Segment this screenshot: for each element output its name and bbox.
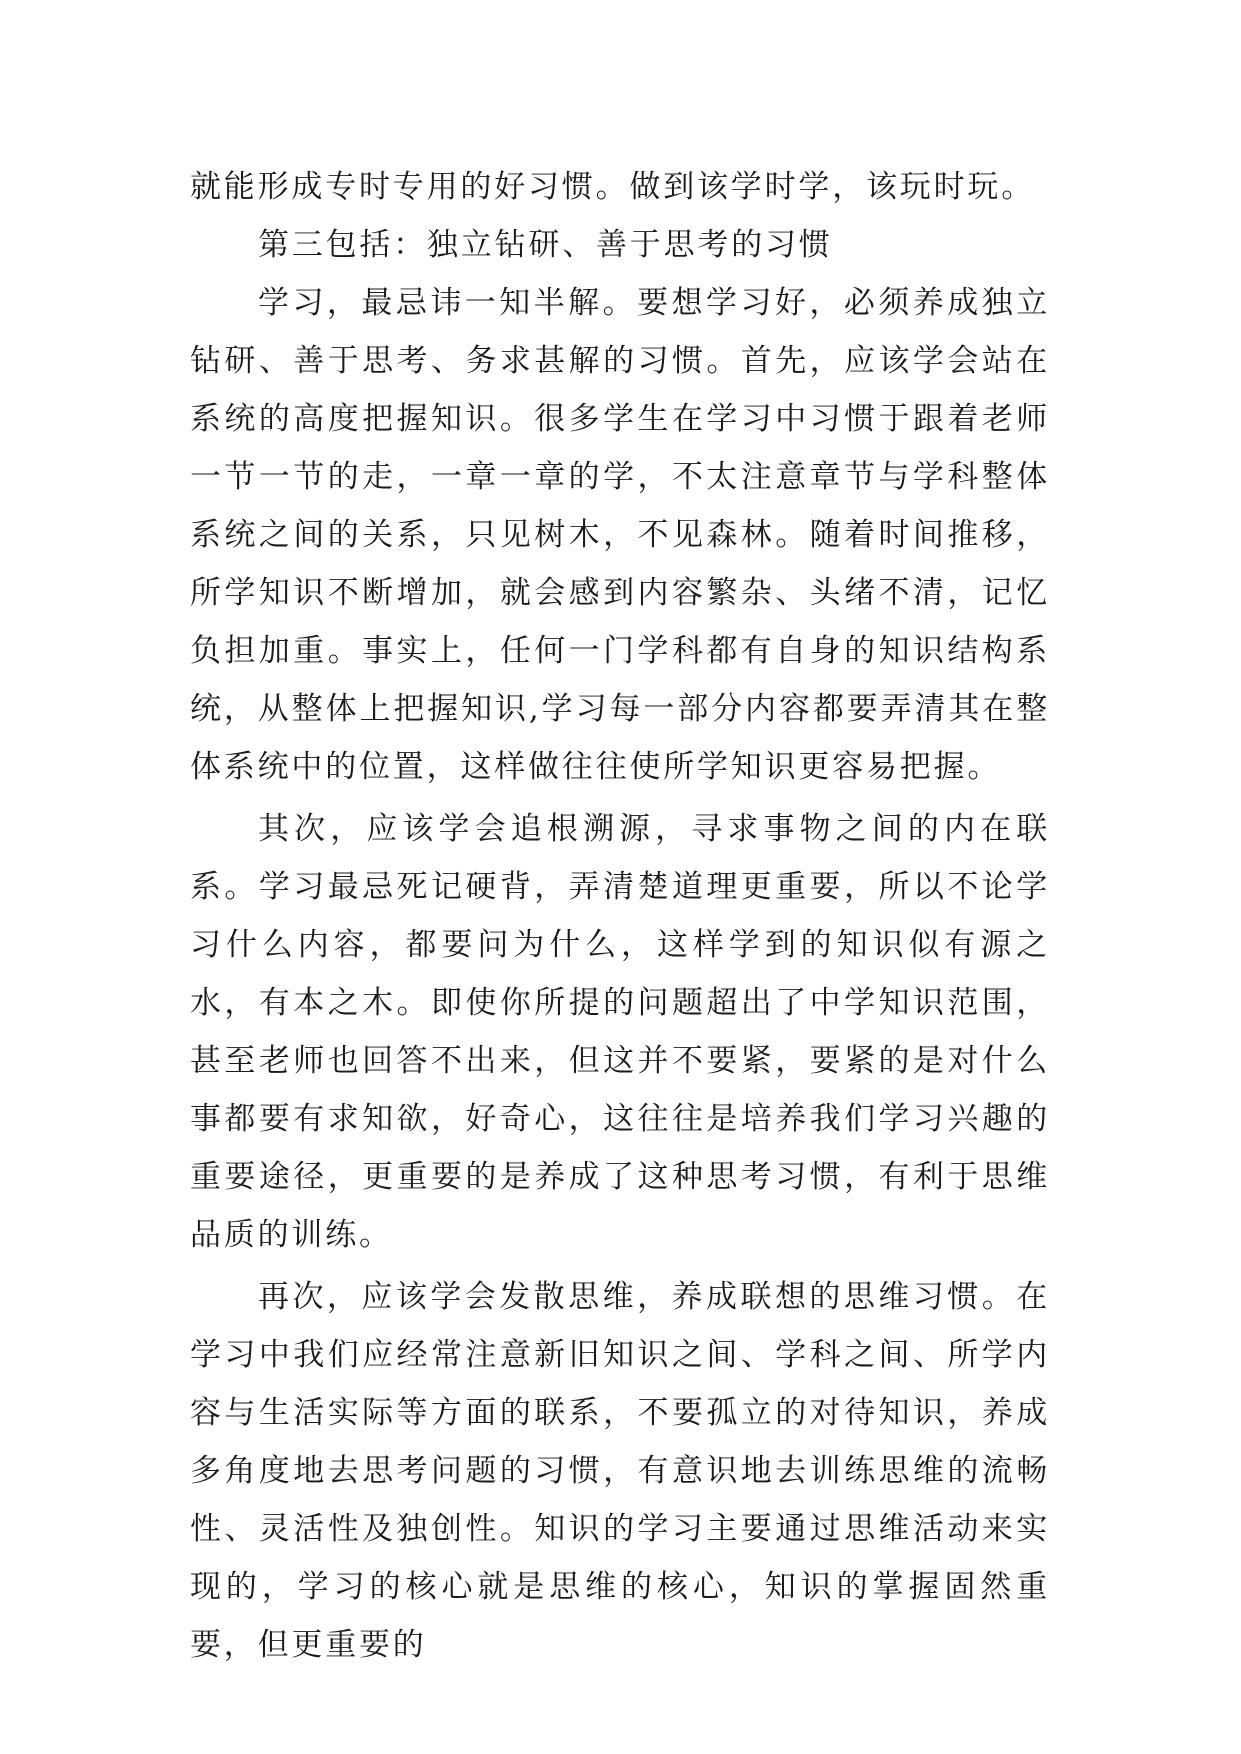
paragraph-systematic-knowledge: 学习，最忌讳一知半解。要想学习好，必须养成独立钻研、善于思考、务求甚解的习惯。首先，应该学会站在系统的高度把握知识。很多学生在学习中习惯于跟着老师一节一节的走，一章一章的学，不太注意章节与学科整体系统之间的关系，只见树木，不见森林。随着时间推移，所学知识不断增加，就会感到内容繁杂、头绪不清，记忆负担加重。事实上，任何一门学科都有自身的知识结构系统，从整体上把握知识,学习每一部分内容都要弄清其在整体系统中的位置，这样做往往使所学知识更容易把握。: [190, 285, 1050, 785]
paragraph-divergent-thinking: 再次，应该学会发散思维，养成联想的思维习惯。在学习中我们应经常注意新旧知识之间、学科之间、所学内容与生活实际等方面的联系，不要孤立的对待知识，养成多角度地去思考问题的习惯，有意识地去训练思维的流畅性、灵活性及独创性。知识的学习主要通过思维活动来实现的，学习的核心就是思维的核心，知识的掌握固然重要，但更重要的: [190, 1279, 1050, 1663]
section-heading: 第三包括：独立钻研、善于思考的习惯: [258, 227, 833, 263]
paragraph-continuation: 就能形成专时专用的好习惯。做到该学时学，该玩时玩。: [190, 169, 1035, 205]
paragraph-trace-origins: 其次，应该学会追根溯源，寻求事物之间的内在联系。学习最忌死记硬背，弄清楚道理更重要，所以不论学习什么内容，都要问为什么，这样学到的知识似有源之水，有本之木。即使你所提的问题超出了中学知识范围，甚至老师也回答不出来，但这并不要紧，要紧的是对什么事都要有求知欲，好奇心，这往往是培养我们学习兴趣的重要途径，更重要的是养成了这种思考习惯，有利于思维品质的训练。: [190, 811, 1050, 1253]
document-body: [190, 158, 1050, 1674]
